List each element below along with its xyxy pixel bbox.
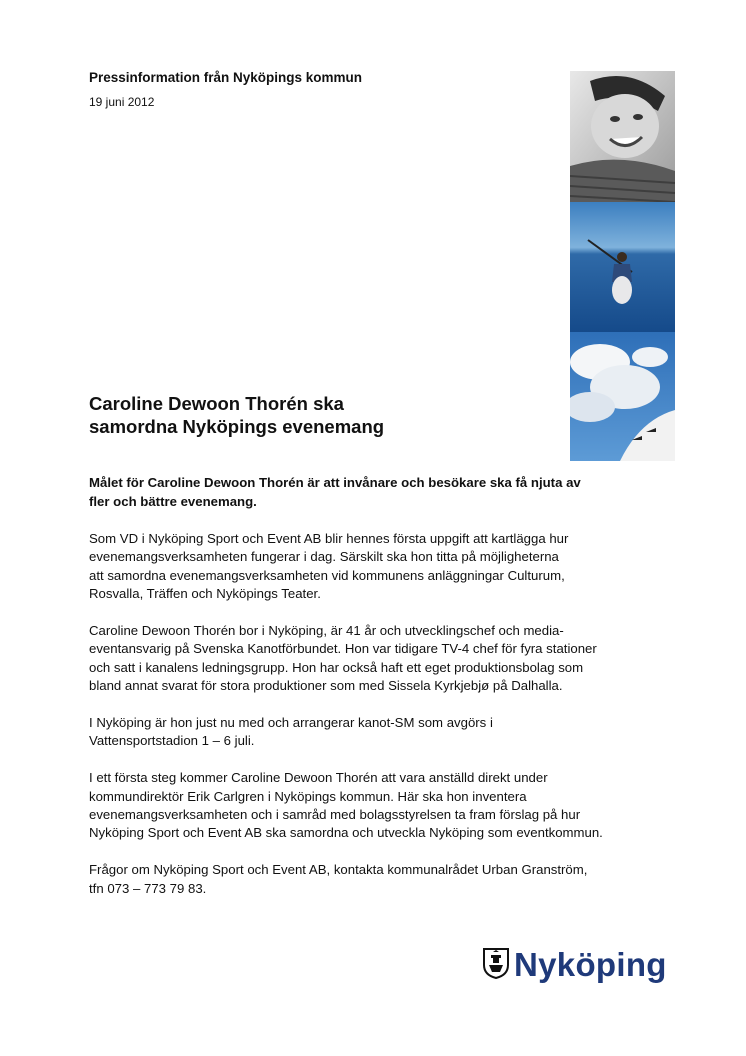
text-line: I ett första steg kommer Caroline Dewoon Thorén att vara anställd direkt under [89, 770, 548, 786]
text-line: och satt i kanalens ledningsgrupp. Hon har också haft ett eget produktionsbolag som [89, 659, 584, 675]
text-line: Frågor om Nyköping Sport och Event AB, kontakta kommunalrådet Urban Granström, [89, 862, 588, 878]
headline-line-1: Caroline Dewoon Thorén ska [89, 393, 344, 414]
lead-line-1: Målet för Caroline Dewoon Thorén är att invånare och besökare ska få njuta av [89, 475, 581, 490]
logo-text: Nyköping [514, 946, 667, 983]
body-paragraph-4 [89, 769, 699, 843]
text-line: Vattensportstadion 1 – 6 juli. [89, 733, 255, 749]
header-title: Pressinformation från Nyköpings kommun [89, 70, 363, 85]
headline [89, 392, 549, 438]
lead-paragraph [89, 474, 689, 511]
nykoping-logo [482, 945, 667, 985]
kayak-photo [570, 202, 675, 332]
text-line: evenemangsverksamheten och i samråd med bolagsstyrelsen ta fram förslag på hur [89, 807, 581, 823]
text-line: evenemangsverksamheten fungerar i dag. Särskilt ska hon titta på möjligheterna [89, 549, 559, 565]
body-paragraph-2 [89, 622, 699, 696]
coat-of-arms-icon [482, 947, 510, 984]
headline-line-2: samordna Nyköpings evenemang [89, 416, 385, 437]
header-date: 19 juni 2012 [89, 95, 155, 109]
body-paragraph-5 [89, 861, 699, 898]
child-photo [570, 71, 675, 202]
text-line: kommundirektör Erik Carlgren i Nyköpings kommun. Här ska hon inventera [89, 788, 527, 804]
body-text [89, 530, 699, 916]
text-line: eventansvarig på Svenska Kanotförbundet. Hon var tidigare TV-4 chef för fyra stationer [89, 641, 597, 657]
text-line: Rosvalla, Träffen och Nyköpings Teater. [89, 586, 321, 602]
photo-strip [570, 71, 675, 461]
clouds-airplane-photo [570, 332, 675, 461]
text-line: tfn 073 – 773 79 83. [89, 880, 207, 896]
text-line: Nyköping Sport och Event AB ska samordna och utveckla Nyköping som eventkommun. [89, 825, 603, 841]
lead-line-2: fler och bättre evenemang. [89, 493, 257, 509]
text-line: I Nyköping är hon just nu med och arrangerar kanot-SM som avgörs i [89, 715, 493, 731]
text-line: bland annat svarat för stora produktioner som med Sissela Kyrkjebjø på Dalhalla. [89, 678, 563, 694]
text-line: att samordna evenemangsverksamheten vid kommunens anläggningar Culturum, [89, 567, 565, 583]
text-line: Som VD i Nyköping Sport och Event AB blir hennes första uppgift att kartlägga hur [89, 531, 569, 546]
body-paragraph-1 [89, 530, 699, 604]
text-line: Caroline Dewoon Thorén bor i Nyköping, är 41 år och utvecklingschef och media- [89, 623, 564, 639]
body-paragraph-3 [89, 714, 699, 751]
